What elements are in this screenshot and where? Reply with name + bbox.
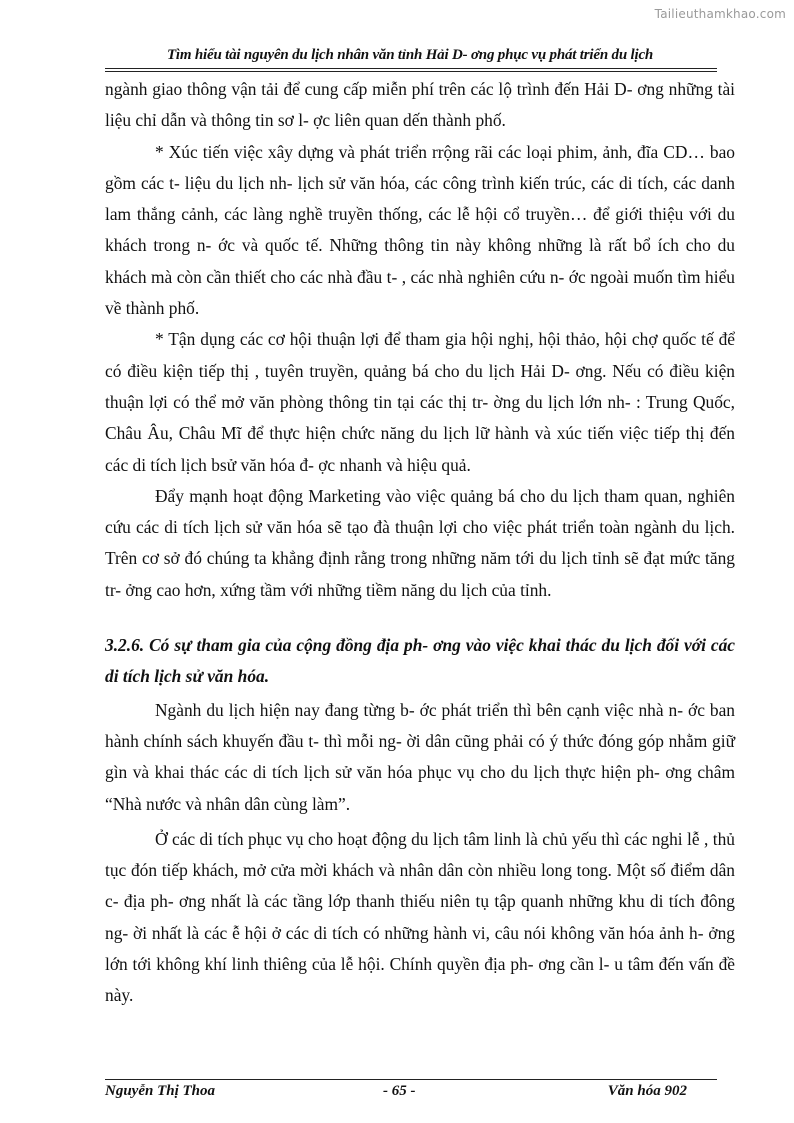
footer-class: Văn hóa 902 bbox=[607, 1083, 687, 1099]
paragraph-spiritual-sites: Ở các di tích phục vụ cho hoạt động du lịch tâm linh là chủ yếu thì các nghi lễ , thủ tục đón tiếp khách, mở cửa mời khách và nhân dân còn nhiều long tong. Một số điểm dân c- địa ph- ơng nhất là các tầng lớp thanh thiếu niên tụ tập quanh những khu di tích đông ng- ời nhất là các ễ hội ở các di tích có những hành vi, câu nói không văn hóa ảnh h- ởng lớn tới không khí linh thiêng của lễ hội. Chính quyền địa ph- ơng cần l- u tâm đến vấn đề này. bbox=[105, 828, 735, 1006]
paragraph-marketing: Đẩy mạnh hoạt động Marketing vào việc quảng bá cho du lịch tham quan, nghiên cứu các di tích lịch sử văn hóa sẽ tạo đà thuận lợi cho việc phát triển toàn ngành du lịch. Trên cơ sở đó chúng ta khẳng định rằng trong những năm tới du lịch tỉnh sẽ đạt mức tăng tr- ởng cao hơn, xứng tầm với những tiềm năng du lịch của tỉnh. bbox=[105, 485, 735, 600]
paragraph-bullet-media: * Xúc tiến việc xây dựng và phát triển rrộng rãi các loại phim, ảnh, đĩa CD… bao gồm các t- liệu du lịch nh- lịch sử văn hóa, các công trình kiến trúc, các di tích, các danh lam thắng cảnh, các làng nghề truyền thống, các lễ hội cổ truyền… để giới thiệu với du khách trong n- ớc và quốc tế. Những thông tin này không những là rất bổ ích cho du khách mà còn cần thiết cho các nhà đầu t- , các nhà nghiên cứu n- ớc ngoài muốn tìm hiểu về thành phố. bbox=[105, 141, 735, 319]
header-rule bbox=[105, 68, 717, 69]
section-heading: 3.2.6. Có sự tham gia của cộng đồng địa ph- ơng vào việc khai thác du lịch đối với các di tích lịch sử văn hóa. bbox=[105, 635, 735, 687]
header-rule-double bbox=[105, 71, 717, 72]
paragraph-bullet-conferences: * Tận dụng các cơ hội thuận lợi để tham gia hội nghị, hội thảo, hội chợ quốc tế để có điều kiện tiếp thị , tuyên truyền, quảng bá cho du lịch Hải D- ơng. Nếu có điều kiện thuận lợi có thể mở văn phòng thông tin tại các thị tr- ờng du lịch lớn nh- : Trung Quốc, Châu Âu, Châu Mĩ để thực hiện chức năng du lịch lữ hành và xúc tiến việc tiếp thị đến các di tích lịch bsử văn hóa đ- ợc nhanh và hiệu quả. bbox=[105, 329, 735, 475]
footer-author: Nguyễn Thị Thoa bbox=[105, 1083, 216, 1099]
paragraph-continued: ngành giao thông vận tải để cung cấp miễn phí trên các lộ trình đến Hải D- ơng những tài liệu chỉ dẫn và thông tin sơ l- ợc liên quan dến thành phố. bbox=[105, 79, 735, 131]
running-header: Tìm hiểu tài nguyên du lịch nhân văn tỉnh Hải D- ơng phục vụ phát triển du lịch bbox=[166, 47, 654, 63]
footer-page-number: - 65 - bbox=[383, 1083, 416, 1099]
page-footer bbox=[105, 1083, 717, 1105]
footer-rule bbox=[105, 1079, 717, 1080]
paragraph-community: Ngành du lịch hiện nay đang từng b- ớc phát triển thì bên cạnh việc nhà n- ớc ban hành chính sách khuyến đầu t- thì mỗi ng- ời dân cũng phải có ý thức đóng góp nhằm giữ gìn và khai thác các di tích lịch sử văn hóa phục vụ cho du lịch thực hiện ph- ơng châm “Nhà nước và nhân dân cùng làm”. bbox=[105, 699, 735, 814]
watermark-text: Tailieuthamkhao.com bbox=[654, 7, 786, 21]
page-body bbox=[105, 74, 735, 1012]
